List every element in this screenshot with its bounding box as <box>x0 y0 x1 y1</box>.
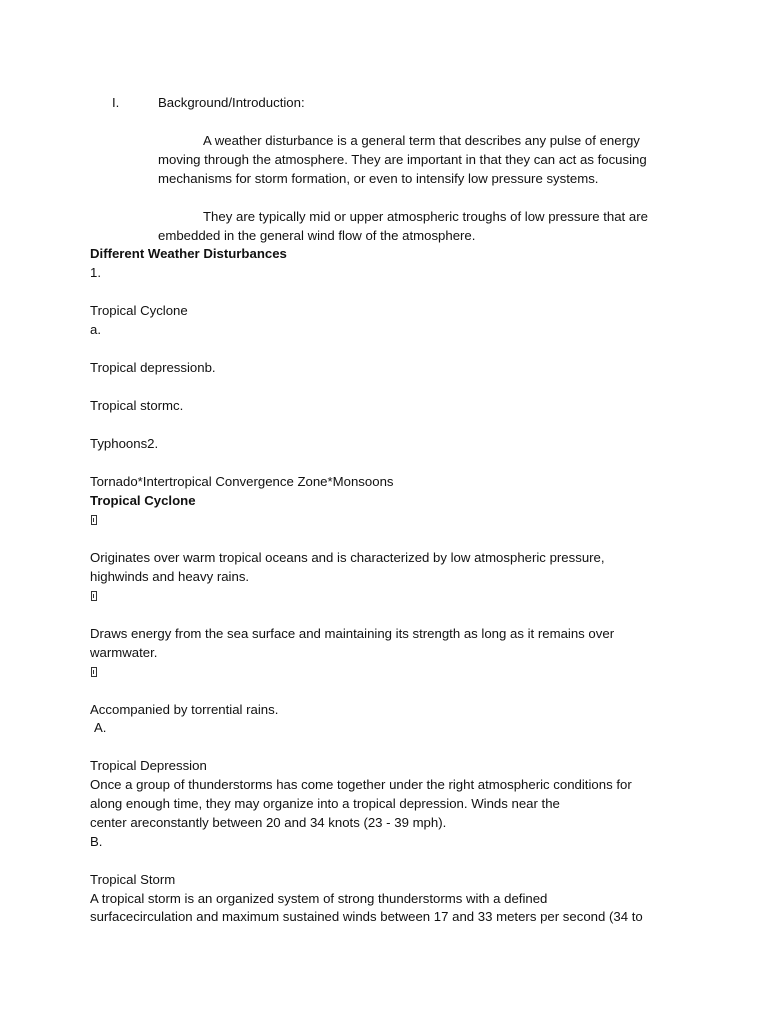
intro-paragraph-1-line-2: moving through the atmosphere. They are important in that they can act as focusing <box>158 152 647 167</box>
storm-label: B. <box>90 834 103 849</box>
disturbances-line: a. <box>90 322 101 337</box>
disturbances-heading: Different Weather Disturbances <box>90 246 287 261</box>
cyclone-heading: Tropical Cyclone <box>90 493 196 508</box>
depression-heading: Tropical Depression <box>90 758 207 773</box>
section-heading: Background/Introduction: <box>158 95 305 110</box>
bullet-glyph-icon <box>91 662 97 681</box>
intro-paragraph-2-line-2: embedded in the general wind flow of the atmosphere. <box>158 228 476 243</box>
cyclone-point-1-line-1: Originates over warm tropical oceans and is characterized by low atmospheric pressure, <box>90 550 605 565</box>
cyclone-point-3-line-1: Accompanied by torrential rains. <box>90 702 279 717</box>
storm-heading: Tropical Storm <box>90 872 176 887</box>
depression-line: Once a group of thunderstorms has come together under the right atmospheric conditions for <box>90 777 632 792</box>
disturbances-line: Typhoons2. <box>90 436 159 451</box>
disturbances-line: Tropical stormc. <box>90 398 184 413</box>
disturbances-line: Tornado*Intertropical Convergence Zone*Monsoons <box>90 474 394 489</box>
depression-line: along enough time, they may organize into a tropical depression. Winds near the <box>90 796 560 811</box>
storm-line: A tropical storm is an organized system of strong thunderstorms with a defined <box>90 891 548 906</box>
disturbances-line: Tropical depressionb. <box>90 360 216 375</box>
storm-line: surfacecirculation and maximum sustained winds between 17 and 33 meters per second (34 to <box>90 909 643 924</box>
disturbances-line: Tropical Cyclone <box>90 303 188 318</box>
depression-label: A. <box>94 720 107 735</box>
depression-line: center areconstantly between 20 and 34 knots (23 - 39 mph). <box>90 815 447 830</box>
bullet-glyph-icon <box>91 586 97 605</box>
cyclone-point-2-line-2: warmwater. <box>90 645 158 660</box>
disturbances-line: 1. <box>90 265 101 280</box>
bullet-glyph-icon <box>91 510 97 529</box>
intro-paragraph-1-line-1: A weather disturbance is a general term that describes any pulse of energy <box>203 133 640 148</box>
intro-paragraph-2-line-1: They are typically mid or upper atmospheric troughs of low pressure that are <box>203 209 648 224</box>
section-numeral: I. <box>112 95 120 110</box>
cyclone-point-1-line-2: highwinds and heavy rains. <box>90 569 250 584</box>
cyclone-point-2-line-1: Draws energy from the sea surface and maintaining its strength as long as it remains over <box>90 626 615 641</box>
intro-paragraph-1-line-3: mechanisms for storm formation, or even to intensify low pressure systems. <box>158 171 599 186</box>
